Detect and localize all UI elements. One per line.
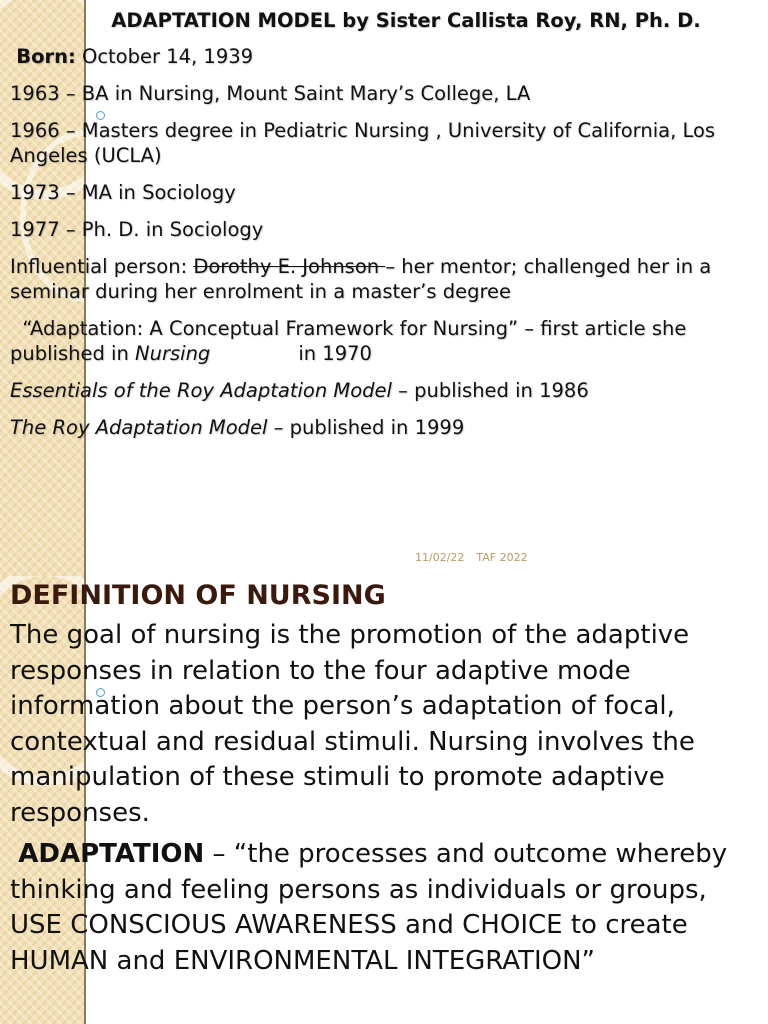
ram-suffix: – published in 1999 xyxy=(267,416,465,439)
influential-person-line xyxy=(10,254,762,304)
slide-2-text xyxy=(10,578,762,985)
definition-heading: DEFINITION OF NURSING xyxy=(10,580,386,611)
born-line xyxy=(10,44,762,69)
influential-name: Dorothy E. Johnson xyxy=(193,255,386,278)
line-1963: 1963 – BA in Nursing, Mount Saint Mary’s College, LA xyxy=(10,82,531,105)
slide-2 xyxy=(0,576,768,1024)
influential-prefix: Influential person: xyxy=(10,255,194,278)
line-1966: 1966 – Masters degree in Pediatric Nursing , University of California, Los Angeles (UCLA) xyxy=(10,119,716,167)
definition-paragraph: The goal of nursing is the promotion of the adaptive responses in relation to the four adaptive mode information about the person’s adaptation of focal, contextual and residual stimuli. Nursing involves the manipulation of these stimuli to promote adaptive responses. xyxy=(10,620,695,828)
born-value: October 14, 1939 xyxy=(75,45,254,68)
slide-title: ADAPTATION MODEL by Sister Callista Roy, RN, Ph. D. xyxy=(111,9,701,32)
essentials-title: Essentials of the Roy Adaptation Model xyxy=(10,379,392,402)
adaptation-paragraph xyxy=(10,837,762,979)
adaptation-term: ADAPTATION xyxy=(18,839,205,869)
line-1973: 1973 – MA in Sociology xyxy=(10,181,236,204)
essentials-suffix: – published in 1986 xyxy=(391,379,589,402)
essentials-line xyxy=(10,378,762,403)
ram-title: The Roy Adaptation Model xyxy=(10,416,268,439)
article-year: in 1970 xyxy=(298,342,372,365)
article-journal: Nursing xyxy=(135,342,211,365)
influential-suffix: – her mentor; challenged her in a seminar during her enrolment in a master’s degree xyxy=(10,255,712,303)
line-1977: 1977 – Ph. D. in Sociology xyxy=(10,218,264,241)
footer-date: 11/02/22 xyxy=(415,551,465,564)
adaptation-definition: – “the processes and outcome whereby thinking and feeling persons as individuals or groups, USE CONSCIOUS AWARENESS and CHOICE to create HUMAN and ENVIRONMENTAL INTEGRATION” xyxy=(10,839,728,976)
born-label: Born: xyxy=(16,45,76,68)
slide-footer xyxy=(415,551,540,564)
article-line xyxy=(10,316,762,366)
slide-1-text xyxy=(10,8,762,452)
ram-line xyxy=(10,415,762,440)
article-text: “Adaptation: A Conceptual Framework for Nursing” – first article she published in xyxy=(10,317,687,365)
footer-text: TAF 2022 xyxy=(476,551,528,564)
